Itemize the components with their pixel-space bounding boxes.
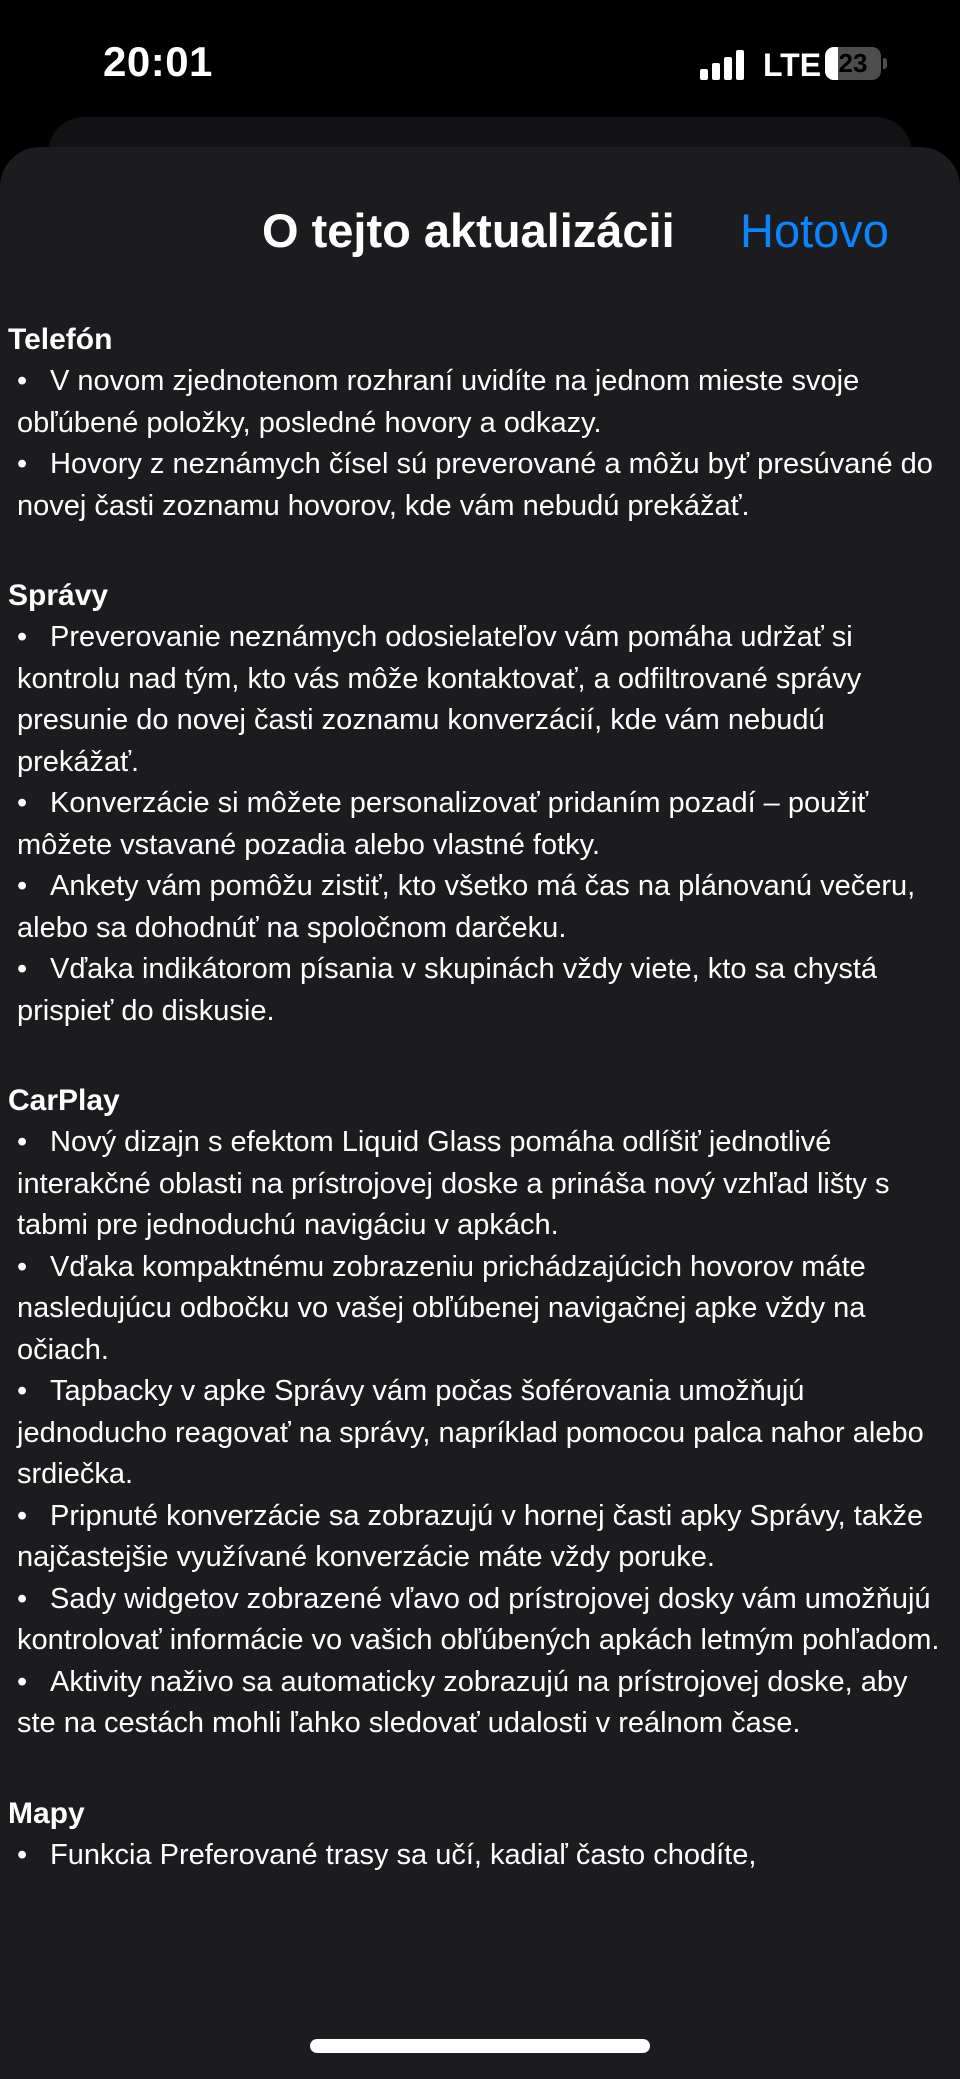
section-carplay — [8, 1080, 953, 1745]
bullet-text: Hovory z neznámych čísel sú preverované a môžu byť presúvané do novej časti zoznamu hovorov, kde vám nebudú prekážať. — [17, 448, 933, 522]
bullet-item — [8, 783, 953, 866]
bullet-text: Ankety vám pomôžu zistiť, kto všetko má čas na plánovanú večeru, alebo sa dohodnúť na spoločnom darčeku. — [17, 870, 916, 944]
bullet-item — [8, 361, 953, 444]
bullet-text: Aktivity naživo sa automaticky zobrazujú na prístrojovej doske, aby ste na cestách mohli ľahko sledovať udalosti v reálnom čase. — [17, 1665, 908, 1739]
bullet-dot: • — [17, 448, 28, 480]
section-title: Správy — [8, 579, 109, 612]
bullet-item — [8, 444, 953, 527]
bullet-text: Pripnuté konverzácie sa zobrazujú v hornej časti apky Správy, takže najčastejšie využívané konverzácie máte vždy poruke. — [17, 1499, 924, 1573]
bullet-item — [8, 949, 953, 1032]
bullet-item — [8, 866, 953, 949]
bullet-text: Vďaka kompaktnému zobrazeniu prichádzajúcich hovorov máte nasledujúcu odbočku vo vašej obľúbenej navigačnej apke vždy na očiach. — [17, 1250, 866, 1366]
bullet-text: V novom zjednotenom rozhraní uvidíte na jednom mieste svoje obľúbené položky, posledné hovory a odkazy. — [17, 365, 860, 439]
section-title: Telefón — [8, 323, 113, 356]
bullet-text: Tapbacky v apke Správy vám počas šoférovania umožňujú jednoducho reagovať na správy, napríklad pomocou palca nahor alebo srdiečka. — [17, 1375, 924, 1490]
status-bar — [0, 0, 960, 120]
bullet-item — [8, 1496, 953, 1579]
bullet-item — [8, 1662, 953, 1745]
bullet-item — [8, 1247, 953, 1372]
bullet-text: Nový dizajn s efektom Liquid Glass pomáha odlíšiť jednotlivé interakčné oblasti na prístrojovej doske a prináša nový vzhľad lišty s tabmi pre jednoduchú navigáciu v apkách. — [17, 1126, 890, 1241]
bullet-dot: • — [17, 953, 28, 985]
bullet-dot: • — [17, 621, 28, 653]
bullet-item — [8, 1835, 953, 1877]
bullet-dot: • — [17, 1375, 28, 1407]
bullet-text: Preverovanie neznámych odosielateľov vám pomáha udržať si kontrolu nad tým, kto vás môže kontaktovať, a odfiltrované správy presunie do novej časti zoznamu konverzácií, kde vám nebudú prekážať. — [17, 621, 862, 778]
section-mapy — [8, 1793, 953, 1877]
section-správy — [8, 575, 953, 1032]
sheet-title: O tejto aktualizácii — [262, 204, 675, 257]
status-time: 20:01 — [103, 38, 213, 85]
cellular-signal-icon — [700, 50, 746, 80]
section-title: CarPlay — [8, 1084, 120, 1117]
bullet-dot: • — [17, 1582, 28, 1615]
bullet-item — [8, 1579, 953, 1662]
bullet-dot: • — [17, 1838, 28, 1871]
bullet-item — [8, 1371, 953, 1496]
section-title: Mapy — [8, 1796, 85, 1830]
bullet-text: Sady widgetov zobrazené vľavo od prístrojovej dosky vám umožňujú kontrolovať informácie vo vašich obľúbených apkách letmým pohľadom. — [17, 1582, 940, 1656]
bullet-text: Funkcia Preferované trasy sa učí, kadiaľ často chodíte, — [50, 1838, 757, 1871]
bullet-dot: • — [17, 787, 28, 819]
bullet-item — [8, 1122, 953, 1247]
update-notes-sheet — [0, 147, 960, 2079]
release-notes[interactable] — [8, 319, 953, 1924]
bullet-dot: • — [17, 1499, 28, 1532]
network-type: LTE — [763, 47, 822, 83]
done-button[interactable]: Hotovo — [740, 204, 889, 257]
home-indicator[interactable] — [310, 2039, 650, 2053]
bullet-item — [8, 617, 953, 783]
bullet-text: Vďaka indikátorom písania v skupinách vždy viete, kto sa chystá prispieť do diskusie. — [17, 953, 878, 1027]
battery-level: 23 — [838, 48, 868, 78]
section-telefón — [8, 319, 953, 527]
bullet-dot: • — [17, 1665, 28, 1698]
bullet-text: Konverzácie si môžete personalizovať pridaním pozadí – použiť môžete vstavané pozadia alebo vlastné fotky. — [17, 787, 869, 861]
battery-icon — [825, 47, 887, 80]
bullet-dot: • — [17, 1126, 28, 1158]
bullet-dot: • — [17, 870, 28, 902]
bullet-dot: • — [17, 1250, 28, 1283]
bullet-dot: • — [17, 365, 28, 397]
